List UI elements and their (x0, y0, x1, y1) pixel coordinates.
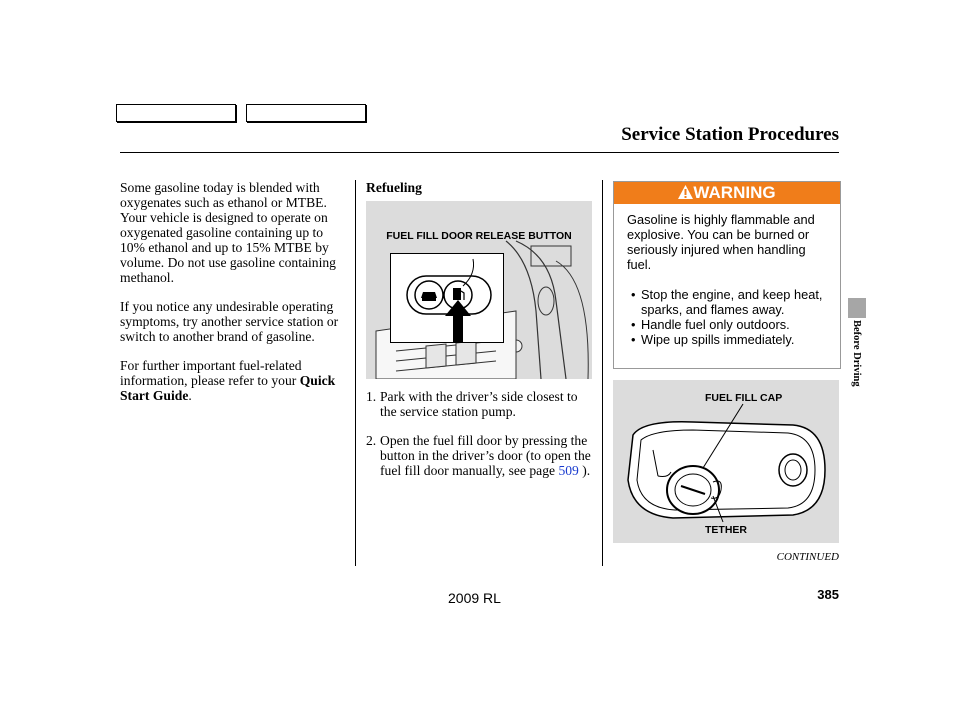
further-info-text: For further important fuel-related information, please refer to your (120, 358, 302, 388)
refueling-heading: Refueling (366, 180, 422, 195)
fuel-cap-label: FUEL FILL CAP (705, 392, 783, 404)
paragraph-oxygenates: Some gasoline today is blended with oxygenates such as ethanol or MTBE. Your vehicle is designed to operate on oxygenated gasoline containing up to 10% ethanol and up to 15% MTBE by volume. Do not use gasoline containing methanol. (120, 180, 336, 285)
warning-bullet (627, 287, 828, 317)
warning-header (614, 182, 840, 204)
warning-body (614, 204, 840, 347)
bullet-icon: • (631, 287, 636, 302)
paragraph-further-info (120, 358, 346, 403)
warning-box (613, 181, 841, 369)
fuel-cap-figure (613, 380, 839, 543)
nav-button-prev[interactable] (116, 104, 236, 122)
section-tab (848, 298, 866, 318)
release-button-caption: FUEL FILL DOOR RELEASE BUTTON (386, 230, 572, 242)
release-button-figure (366, 201, 592, 379)
column-divider-1 (355, 180, 356, 566)
step-2-number: 2. (366, 433, 377, 448)
page-title: Service Station Procedures (621, 124, 839, 145)
warning-bullet (627, 317, 828, 332)
step-2 (366, 433, 594, 478)
fuel-cap-illustration (613, 380, 839, 543)
bullet-icon: • (631, 332, 636, 347)
refueling-steps (366, 389, 594, 478)
button-closeup-inset (390, 253, 504, 343)
warning-triangle-icon (678, 185, 693, 199)
step-1-text: Park with the driver’s side closest to the service station pump. (380, 389, 578, 419)
warning-bullet (627, 332, 828, 347)
warning-intro: Gasoline is highly flammable and explosive. You can be burned or seriously injured when handling fuel. (627, 212, 815, 272)
continued-label: CONTINUED (776, 551, 839, 563)
nav-button-next[interactable] (246, 104, 366, 122)
title-divider (120, 152, 839, 153)
warning-title: WARNING (693, 183, 776, 202)
model-label: 2009 RL (448, 590, 501, 606)
quick-start-guide-ref: Quick Start Guide (120, 373, 336, 403)
section-label: Before Driving (851, 320, 862, 387)
step-1 (366, 389, 594, 419)
further-info-end: . (188, 388, 192, 403)
tether-label: TETHER (705, 524, 747, 536)
warning-bullet-text: Handle fuel only outdoors. (641, 317, 790, 332)
bullet-icon: • (631, 317, 636, 332)
warning-bullet-text: Stop the engine, and keep heat, sparks, and flames away. (641, 287, 823, 317)
warning-bullets (627, 287, 828, 347)
step-2-text-end: ). (582, 463, 591, 478)
step-1-number: 1. (366, 389, 377, 404)
step-2-text: Open the fuel fill door by pressing the button in the driver’s door (to open the fuel fill door manually, see page (380, 433, 591, 478)
refueling-column (366, 180, 594, 492)
warning-bullet-text: Wipe up spills immediately. (641, 332, 795, 347)
page-number: 385 (817, 587, 839, 602)
release-button-closeup (391, 254, 503, 342)
paragraph-symptoms: If you notice any undesirable operating symptoms, try another service station or switch to another brand of gasoline. (120, 299, 339, 344)
intro-column (120, 180, 346, 417)
page-link-509[interactable]: 509 (558, 463, 579, 478)
column-divider-2 (602, 180, 603, 566)
